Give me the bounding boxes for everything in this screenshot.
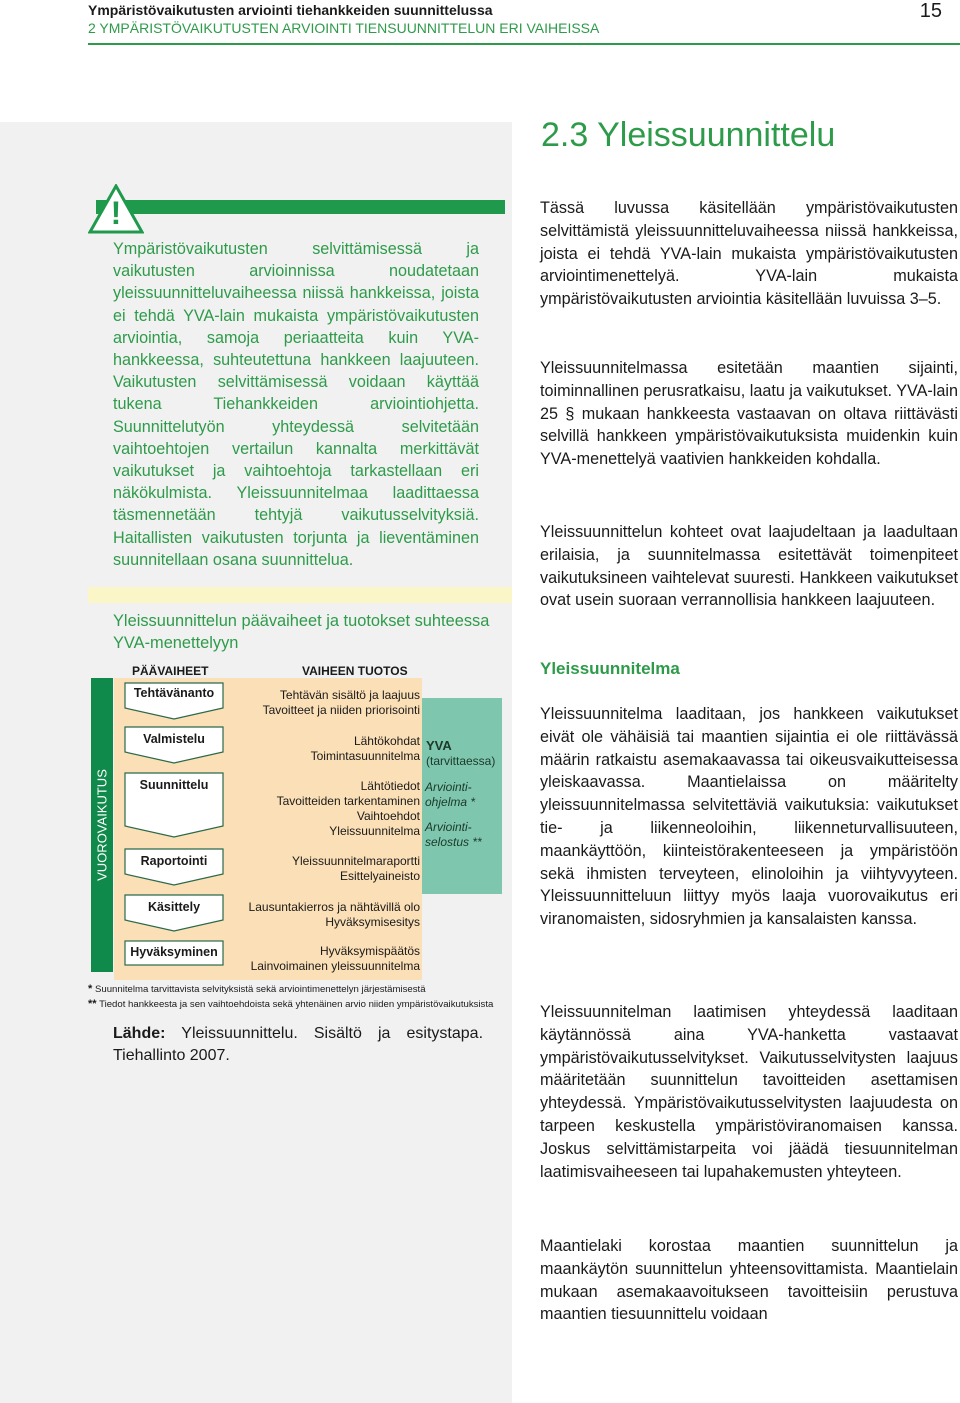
paragraph-scope: Yleissuunnittelun kohteet ovat laajudeltaan ja laadultaan erilaisia, ja suunnitelmassa esitettävät toimenpiteet vaikutuksineen vaihtelevat suuresti. Hankkeen vaikutukset ovat usein suoraan verrannollisia hankkeen laajuuteen. <box>540 523 958 610</box>
phase-label: Raportointi <box>140 854 208 868</box>
output-line: Hyväksymisesitys <box>325 915 420 929</box>
output-line: Hyväksymispäätös <box>319 944 420 958</box>
interaction-label: VUOROVAIKUTUS <box>94 769 110 881</box>
phase-valmistelu <box>124 726 224 764</box>
warning-text <box>113 238 479 571</box>
footnote-text: Suunnitelma tarvittavista selvityksistä sekä arviointimenettelyn järjestämisestä <box>94 984 426 995</box>
warning-symbol: ! <box>110 195 122 231</box>
output-line: Yleissuunnitelmaraportti <box>291 854 420 868</box>
output-line: Vaihtoehdot <box>356 809 420 823</box>
phase-raportointi <box>124 848 224 886</box>
output-line: Lausuntakierros ja nähtävillä olo <box>248 900 420 914</box>
page-header <box>0 0 960 48</box>
diagram-title-bar <box>88 587 512 603</box>
yva-label: YVA <box>426 738 452 753</box>
output-line: Yleissuunnitelma <box>329 824 420 838</box>
footnote-mark: * <box>88 983 93 995</box>
warning-text-4: Yleissuunnitelmaa laadittaessa täsmennetään tehtyjä vaikutusselvityksiä. <box>113 484 479 525</box>
output-line: Tehtävän sisältö ja laajuus <box>279 688 420 702</box>
source-text: Yleissuunnittelu. Sisältö ja esitystapa. Tiehallinto 2007. <box>113 1025 484 1064</box>
header-title: Ympäristövaikutusten arviointi tiehankkeiden suunnittelussa <box>88 2 493 18</box>
warning-icon <box>88 184 144 234</box>
paragraph-assessments: Yleissuunnitelman laatimisen yhteydessä laaditaan käytännössä aina YVA-hanketta vastaavat ympäristövaikutusselvitykset. Vaikutusselvitysten laajuus määritetään suunnittelun tavoitteiden asettamisen yhteydessä. Ympäristövaikutusselvitysten laajuudesta on tarpeen keskustella ympäristöviranomaisen kanssa. Joskus selvittämistarpeita voi jäädä tiesuunnitelman laatimisvaiheeseen tai lupahakemusten yhteyteen. <box>540 1003 958 1181</box>
phase-label: Suunnittelu <box>139 778 209 792</box>
phase-output <box>277 779 420 839</box>
yva-sublabel: (tarvittaessa) <box>426 754 496 768</box>
warning-text-5: Haitallisten vaikutusten torjunta ja lieventäminen suunnitellaan osana suunnittelua. <box>113 528 479 569</box>
phase-output <box>311 734 420 764</box>
header-rule <box>88 43 960 45</box>
interaction-bar <box>91 678 113 972</box>
phase-label: Hyväksyminen <box>130 945 218 959</box>
phase-suunnittelu <box>124 772 224 838</box>
col-outputs-header: VAIHEEN TUOTOS <box>302 664 408 678</box>
phase-hyvaksyminen <box>124 940 224 966</box>
output-line: Lähtötiedot <box>360 779 420 793</box>
paragraph-law: Maantielaki korostaa maantien suunnittelun ja maankäytön suunnittelun yhteensovittamista. Maantielain mukaan asemakaavoitukseen tavoitteisiin perustuva maantien tiesuunnittelu voidaan <box>540 1237 958 1324</box>
phase-tehtavananto <box>124 682 224 720</box>
warning-text-2: Vaikutusten selvittämisessä voidaan käyttää tukena Tiehankkeiden arviointiohjetta. <box>113 373 479 414</box>
phase-label: Valmistelu <box>143 732 205 746</box>
phase-output <box>249 900 420 930</box>
yva-program-line1: Arviointi- <box>425 780 472 794</box>
paragraph-intro: Tässä luvussa käsitellään ympäristövaikutusten selvittämistä yleissuunnitteluvaiheessa niissä hankkeissa, joista ei tehdä YVA-lain mukaista ympäristövaikutusten arviointimenettelyä. YVA-lain mukaista ympäristövaikutusten arviointia käsitellään luvuissa 3–5. <box>540 199 958 309</box>
yva-program-line2: ohjelma * <box>425 795 476 809</box>
col-phases-header: PÄÄVAIHEET <box>132 664 209 678</box>
output-line: Lainvoimainen yleissuunnitelma <box>250 959 420 973</box>
warning-bar <box>96 200 505 214</box>
source-label: Lähde: <box>113 1025 166 1042</box>
source-citation <box>113 1023 483 1067</box>
warning-text-3: Suunnittelutyön yhteydessä selvitetään vaihtoehtojen vertailun kannalta merkittävät vaikutukset ja vaihtoehtoja tarkastellaan eri näkökulmista. <box>113 417 479 503</box>
yva-report-line2: selostus ** <box>425 835 482 849</box>
phase-output <box>263 688 420 718</box>
output-line: Toimintasuunnitelma <box>310 749 420 763</box>
output-line: Esittelyaineisto <box>339 869 420 883</box>
paragraph-plan: Yleissuunnitelma laaditaan, jos hankkeen vaikutukset eivät ole vähäisiä tai maantien sijaintia ei ole riittävässä määrin ratkaistu asemakaavassa tai oikeusvaikutteisessa yleiskaavassa. Maantielaissa on määritelty yleissuunnitelmassa selvitettäviä vaikutuksia: vaikutukset tie- ja liikenneoloihin, liikenneturvallisuuteen, maankäyttöön, kiinteistörakenteeseen ja ympäristöön sekä ihmisten terveyteen, elinoloihin ja viihtyvyyteen. Yleissuunnitteluun liittyy myös laaja vuorovaikutus eri viranomaisten, sidosryhmien ja kansalaisten kanssa. <box>540 705 958 929</box>
diagram-title: Yleissuunnittelun päävaiheet ja tuotokset suhteessa YVA-menettelyyn <box>113 612 490 652</box>
footnote-mark: ** <box>88 998 97 1010</box>
yva-program <box>425 780 475 810</box>
phase-kasittely <box>124 894 224 932</box>
yva-report <box>425 820 482 850</box>
section-title: 2.3 Yleissuunnittelu <box>541 116 836 154</box>
phase-output <box>251 944 420 974</box>
header-subtitle: 2 YMPÄRISTÖVAIKUTUSTEN ARVIOINTI TIENSUUNNITTELUN ERI VAIHEISSA <box>88 20 600 36</box>
footnote-text: Tiedot hankkeesta ja sen vaihtoehdoista sekä yhtenäinen arvio niiden ympäristövaikutuksista <box>99 999 494 1010</box>
phase-output <box>292 854 420 884</box>
subheading-yleissuunnitelma: Yleissuunnitelma <box>540 659 680 678</box>
phase-label: Käsittely <box>147 900 201 914</box>
yva-report-line1: Arviointi- <box>425 820 472 834</box>
phase-label: Tehtävänanto <box>133 686 215 700</box>
output-line: Tavoitteet ja niiden priorisointi <box>262 703 420 717</box>
warning-text-1: Ympäristövaikutusten selvittämisessä ja vaikutusten arvioinnissa noudatetaan yleissuunnitteluvaiheessa niissä hankkeissa, joista ei tehdä YVA-lain mukaista ympäristövaikutusten arviointia, samoja periaatteita kuin YVA-hankkeessa, suhteutettuna hankkeen laajuuteen. <box>113 240 479 370</box>
process-diagram <box>88 660 512 990</box>
output-line: Lähtökohdat <box>353 734 420 748</box>
footnote <box>88 982 493 997</box>
output-line: Tavoitteiden tarkentaminen <box>276 794 420 808</box>
diagram-footnotes <box>88 982 493 1012</box>
paragraph-contents: Yleissuunnitelmassa esitetään maantien sijainti, toiminnallinen perusratkaisu, laatu ja vaikutukset. YVA-lain 25 § mukaan hankkeesta vastaavan on oltava riittävästi selvillä hankkeen ympäristövaikutuksista muidenkin kuin YVA-menettelyä vaativien hankkeiden kohdalla. <box>540 359 958 469</box>
page-number: 15 <box>919 0 942 22</box>
footnote <box>88 997 493 1012</box>
